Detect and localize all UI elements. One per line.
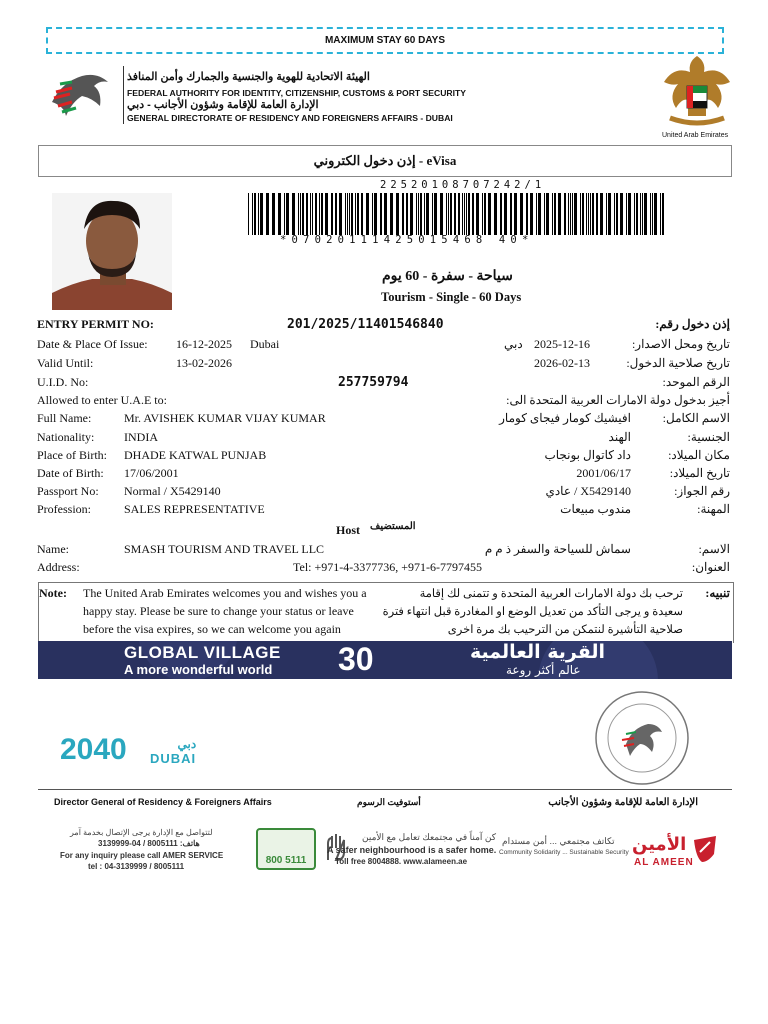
barcode-bar xyxy=(312,193,313,235)
barcode-bar xyxy=(380,193,382,235)
barcode-bar xyxy=(357,193,359,235)
host-name-label: Name: xyxy=(37,542,69,556)
barcode-bar xyxy=(472,193,474,235)
barcode-bar xyxy=(526,193,528,235)
barcode-bar xyxy=(466,193,467,235)
host-title-ar: المستضيف xyxy=(370,521,416,532)
dubai-2040-number: 2040 xyxy=(60,733,127,766)
barcode-bar xyxy=(321,193,323,235)
amer-badge-number: 800 5111 xyxy=(265,855,307,866)
barcode-bar xyxy=(347,193,348,235)
uae-caption: United Arab Emirates xyxy=(662,132,729,139)
barcode-bar xyxy=(654,193,657,235)
barcode-bar xyxy=(476,193,479,235)
barcode-bar xyxy=(570,193,571,235)
barcode-bar xyxy=(538,193,541,235)
barcode-bar xyxy=(355,193,356,235)
full-name-ar: افيشيك كومار فيجاى كومار xyxy=(499,411,631,425)
barcode-bar xyxy=(319,193,320,235)
authority-arabic-title: الهيئة الاتحادية للهوية والجنسية والجمارك وأمن المنافذ xyxy=(127,71,370,83)
barcode-bar xyxy=(636,193,638,235)
profession-value: SALES REPRESENTATIVE xyxy=(124,502,265,516)
nationality-ar: الهند xyxy=(608,430,631,444)
barcode-bar xyxy=(628,193,631,235)
barcode-bar xyxy=(640,193,641,235)
barcode-bar xyxy=(434,193,437,235)
barcode-bar xyxy=(426,193,429,235)
barcode-bar xyxy=(424,193,425,235)
barcode-bar xyxy=(450,193,452,235)
gv-slogan: A more wonderful world xyxy=(124,662,273,677)
barcode-bar xyxy=(349,193,350,235)
barcode-bar xyxy=(494,193,497,235)
uid-label: U.I.D. No: xyxy=(37,375,89,389)
barcode-bar xyxy=(546,193,549,235)
note-en-line-3: before the visa expires, so we can welcome you again xyxy=(83,622,341,636)
visa-type-english: Tourism - Single - 60 Days xyxy=(381,290,522,304)
barcode-bar xyxy=(568,193,569,235)
barcode-bar xyxy=(325,193,328,235)
barcode-bar xyxy=(488,193,491,235)
pob-label: Place of Birth: xyxy=(37,448,107,462)
barcode-bar xyxy=(514,193,517,235)
barcode-bar xyxy=(616,193,618,235)
issue-date: 16-12-2025 xyxy=(176,337,232,351)
note-ar-label: تنبيه: xyxy=(705,586,730,600)
authority-divider xyxy=(123,66,124,124)
dubai-word xyxy=(150,737,196,766)
barcode-bar xyxy=(390,193,393,235)
barcode-bar xyxy=(248,193,249,235)
barcode-bar xyxy=(406,193,408,235)
barcode-bar xyxy=(298,193,299,235)
full-name-value: Mr. AVISHEK KUMAR VIJAY KUMAR xyxy=(124,411,326,425)
host-address-value: Tel: +971-4-3377736, +971-6-7797455 xyxy=(293,560,483,574)
barcode-bar xyxy=(500,193,502,235)
barcode-bar xyxy=(284,193,285,235)
host-name-value: SMASH TOURISM AND TRAVEL LLC xyxy=(124,542,325,556)
barcode-bar xyxy=(484,193,486,235)
barcode-bar xyxy=(361,193,363,235)
barcode-bar xyxy=(446,193,447,235)
nationality-ar-label: الجنسية: xyxy=(687,430,730,444)
barcode-bar xyxy=(608,193,611,235)
barcode-bar xyxy=(468,193,470,235)
alameen-slogan-ar: تكاتف مجتمعي ... أمن مستدام xyxy=(502,836,615,846)
directorate-english-title: GENERAL DIRECTORATE OF RESIDENCY AND FOREIGNERS AFFAIRS - DUBAI xyxy=(127,113,453,123)
profession-ar-label: المهنة: xyxy=(697,502,730,516)
person-photo-icon xyxy=(52,193,172,310)
barcode-bar xyxy=(384,193,387,235)
barcode-bar xyxy=(600,193,603,235)
barcode-bar xyxy=(536,193,537,235)
barcode-bar xyxy=(432,193,433,235)
global-village-banner xyxy=(38,641,732,679)
visa-type-arabic: سياحة - سفرة - 60 يوم xyxy=(382,269,513,284)
barcode-bar xyxy=(626,193,627,235)
barcode-top-number: 22520108707242/1 xyxy=(380,179,546,191)
footer-fees-ar: أستوفيت الرسوم xyxy=(357,797,421,807)
barcode-bar xyxy=(650,193,651,235)
nationality-label: Nationality: xyxy=(37,430,95,444)
host-title: Host xyxy=(336,523,360,537)
directorate-arabic-title: الإدارة العامة للإقامة وشؤون الأجانب - دبي xyxy=(127,99,319,111)
barcode-bar xyxy=(530,193,533,235)
barcode-bar xyxy=(272,193,275,235)
barcode-bar xyxy=(458,193,460,235)
barcode-bar xyxy=(339,193,342,235)
barcode-bar xyxy=(462,193,463,235)
dubai-ar: دبي xyxy=(177,737,197,751)
barcode-bar xyxy=(554,193,556,235)
alameen-shield-icon xyxy=(690,834,720,864)
barcode-bar xyxy=(606,193,607,235)
amer-en-line-2: tel : 04-3139999 / 8005111 xyxy=(88,862,185,871)
dubai-en: DUBAI xyxy=(150,751,197,766)
alameen-slogan-en: Community Solidarity ... Sustainable Security xyxy=(499,849,629,856)
evisa-title: إذن دخول الكتروني - eVisa xyxy=(38,145,732,177)
barcode-bar xyxy=(335,193,337,235)
entry-permit-label: ENTRY PERMIT NO: xyxy=(37,317,154,331)
gv-slogan-ar: عالم أكثر روعة xyxy=(506,663,581,677)
barcode-bar xyxy=(574,193,577,235)
issue-ar-label: تاريخ ومحل الاصدار: xyxy=(631,337,730,351)
allowed-label: Allowed to enter U.A.E to: xyxy=(37,393,167,407)
barcode-bar xyxy=(634,193,635,235)
barcode-bar xyxy=(544,193,545,235)
barcode-bar xyxy=(420,193,422,235)
barcode-bar xyxy=(416,193,417,235)
barcode-bar xyxy=(351,193,353,235)
alameen-logo-en: AL AMEEN xyxy=(634,857,694,868)
footer-directorate-ar: الإدارة العامة للإقامة وشؤون الأجانب xyxy=(548,797,698,808)
uid-ar-label: الرقم الموحد: xyxy=(662,375,730,389)
authority-english-title: FEDERAL AUTHORITY FOR IDENTITY, CITIZENSHIP, CUSTOMS & PORT SECURITY xyxy=(127,88,467,98)
profession-label: Profession: xyxy=(37,502,91,516)
passport-ar: X5429140 / عادي xyxy=(545,484,631,498)
barcode-bar xyxy=(454,193,456,235)
footer-divider xyxy=(38,789,732,790)
valid-value-ar: 2026-02-13 xyxy=(534,356,590,370)
barcode-bar xyxy=(260,193,263,235)
barcode-bar xyxy=(558,193,561,235)
issue-place-ar: دبي xyxy=(504,337,523,351)
barcode-bar xyxy=(552,193,553,235)
pob-ar-label: مكان الميلاد: xyxy=(668,448,730,462)
barcode-bar xyxy=(482,193,483,235)
entry-permit-value: 201/2025/11401546840 xyxy=(287,317,444,332)
barcode-bar xyxy=(345,193,346,235)
barcode-bar xyxy=(580,193,581,235)
footer-director-title: Director General of Residency & Foreigners Affairs xyxy=(54,797,272,807)
alameen-en-line-2: Toll free 8004888. www.alameen.ae xyxy=(335,857,468,866)
host-address-ar-label: العنوان: xyxy=(691,560,730,574)
barcode-bar xyxy=(286,193,289,235)
barcode-bar xyxy=(315,193,317,235)
max-stay-banner: MAXIMUM STAY 60 DAYS xyxy=(46,27,724,54)
gv-30-badge: 30 xyxy=(338,641,374,677)
passport-ar-label: رقم الجواز: xyxy=(674,484,730,498)
barcode-bar xyxy=(596,193,598,235)
barcode-bar xyxy=(440,193,443,235)
barcode-icon xyxy=(248,193,668,235)
barcode-bar xyxy=(418,193,419,235)
uae-emblem-icon xyxy=(660,52,734,130)
full-name-ar-label: الاسم الكامل: xyxy=(662,411,730,425)
note-ar-line-3: صلاحية التأشيرة لنتمكن من الترحيب بك مرة اخرى xyxy=(447,624,683,636)
barcode-bar xyxy=(372,193,373,235)
host-address-label: Address: xyxy=(37,560,80,574)
amer-en-line-1: For any inquiry please call AMER SERVICE xyxy=(60,851,224,860)
host-name-ar: سماش للسياحة والسفر ذ م م xyxy=(484,542,631,556)
barcode-bar xyxy=(504,193,507,235)
barcode-bar xyxy=(258,193,259,235)
valid-ar-label: تاريخ صلاحية الدخول: xyxy=(626,356,730,370)
barcode-bar xyxy=(302,193,304,235)
applicant-photo xyxy=(52,193,172,310)
allowed-ar-label: أجيز بدخول دولة الامارات العربية المتحدة الى: xyxy=(506,393,730,407)
nationality-value: INDIA xyxy=(124,430,158,444)
dob-label: Date of Birth: xyxy=(37,466,104,480)
barcode-bar xyxy=(402,193,404,235)
full-name-label: Full Name: xyxy=(37,411,92,425)
barcode-bar xyxy=(396,193,399,235)
barcode-bar xyxy=(520,193,523,235)
barcode-bar xyxy=(590,193,591,235)
note-label: Note: xyxy=(39,586,67,600)
dob-ar-label: تاريخ الميلاد: xyxy=(669,466,730,480)
barcode-bar xyxy=(588,193,589,235)
barcode-bar xyxy=(564,193,566,235)
falcon-logo-icon xyxy=(42,62,120,126)
issue-place: Dubai xyxy=(250,337,280,351)
dob-ar: 2001/06/17 xyxy=(576,466,631,480)
barcode-bar xyxy=(652,193,653,235)
alameen-logo-ar: الأمين xyxy=(632,834,687,855)
gv-title-ar: القرية العالمية xyxy=(470,641,606,663)
barcode-bar xyxy=(620,193,623,235)
barcode-bar xyxy=(410,193,413,235)
dob-value: 17/06/2001 xyxy=(124,466,179,480)
issue-label: Date & Place Of Issue: xyxy=(37,337,148,351)
official-seal-icon xyxy=(592,688,692,788)
barcode-bar xyxy=(278,193,281,235)
barcode-bar xyxy=(306,193,308,235)
barcode-bar xyxy=(586,193,587,235)
barcode-bar xyxy=(660,193,661,235)
entry-permit-ar-label: إذن دخول رقم: xyxy=(655,317,730,331)
valid-value: 13-02-2026 xyxy=(176,356,232,370)
barcode-bar xyxy=(266,193,269,235)
barcode-bar xyxy=(662,193,664,235)
barcode-bar xyxy=(644,193,647,235)
passport-value: Normal / X5429140 xyxy=(124,484,221,498)
profession-ar: مندوب مبيعات xyxy=(560,502,631,516)
barcode-bar xyxy=(582,193,584,235)
alameen-en-line-1: A safer neighbourhood is a safer home. xyxy=(327,845,497,855)
barcode-bar xyxy=(331,193,333,235)
barcode-bar xyxy=(464,193,465,235)
barcode-bar xyxy=(642,193,643,235)
barcode-bar xyxy=(614,193,615,235)
barcode-bar xyxy=(374,193,377,235)
barcode-bar xyxy=(252,193,253,235)
barcode-bar xyxy=(572,193,573,235)
note-ar-line-2: سعيدة و يرجى التأكد من تعديل الوضع او المغادرة قبل انتهاء فترة xyxy=(382,606,683,618)
pob-value: DHADE KATWAL PUNJAB xyxy=(124,448,267,462)
note-en-line-1: The United Arab Emirates welcomes you and wishes you a xyxy=(83,586,367,600)
amer-ar-line-1: لتتواصل مع الإدارة يرجى الإتصال بخدمة آمر xyxy=(70,828,213,837)
barcode-bar xyxy=(510,193,512,235)
valid-label: Valid Until: xyxy=(37,356,94,370)
passport-label: Passport No: xyxy=(37,484,99,498)
pob-ar: داد كاتوال بونجاب xyxy=(544,448,631,462)
alameen-ar-line: كن آمناً في مجتمعك تعامل مع الأمين xyxy=(362,832,497,842)
amer-ar-line-2: هاتف: 8005111 / 04-3139999 xyxy=(98,839,200,848)
amer-badge xyxy=(256,828,316,870)
note-en-line-2: happy stay. Please be sure to change your status or leave xyxy=(83,604,354,618)
host-name-ar-label: الاسم: xyxy=(698,542,730,556)
barcode-bar xyxy=(310,193,311,235)
uid-value: 257759794 xyxy=(338,375,409,390)
barcode-bar xyxy=(254,193,256,235)
gv-title: GLOBAL VILLAGE xyxy=(124,643,281,662)
barcode-bar xyxy=(448,193,449,235)
barcode-bar xyxy=(292,193,295,235)
barcode-bar xyxy=(300,193,301,235)
issue-date-ar: 2025-12-16 xyxy=(534,337,590,351)
barcode-bar xyxy=(366,193,369,235)
note-ar-line-1: ترحب بك دولة الامارات العربية المتحدة و تتمنى لك إقامة xyxy=(419,588,683,600)
barcode-bottom-number: *07020111425015468 40* xyxy=(280,234,534,246)
barcode-bar xyxy=(592,193,594,235)
